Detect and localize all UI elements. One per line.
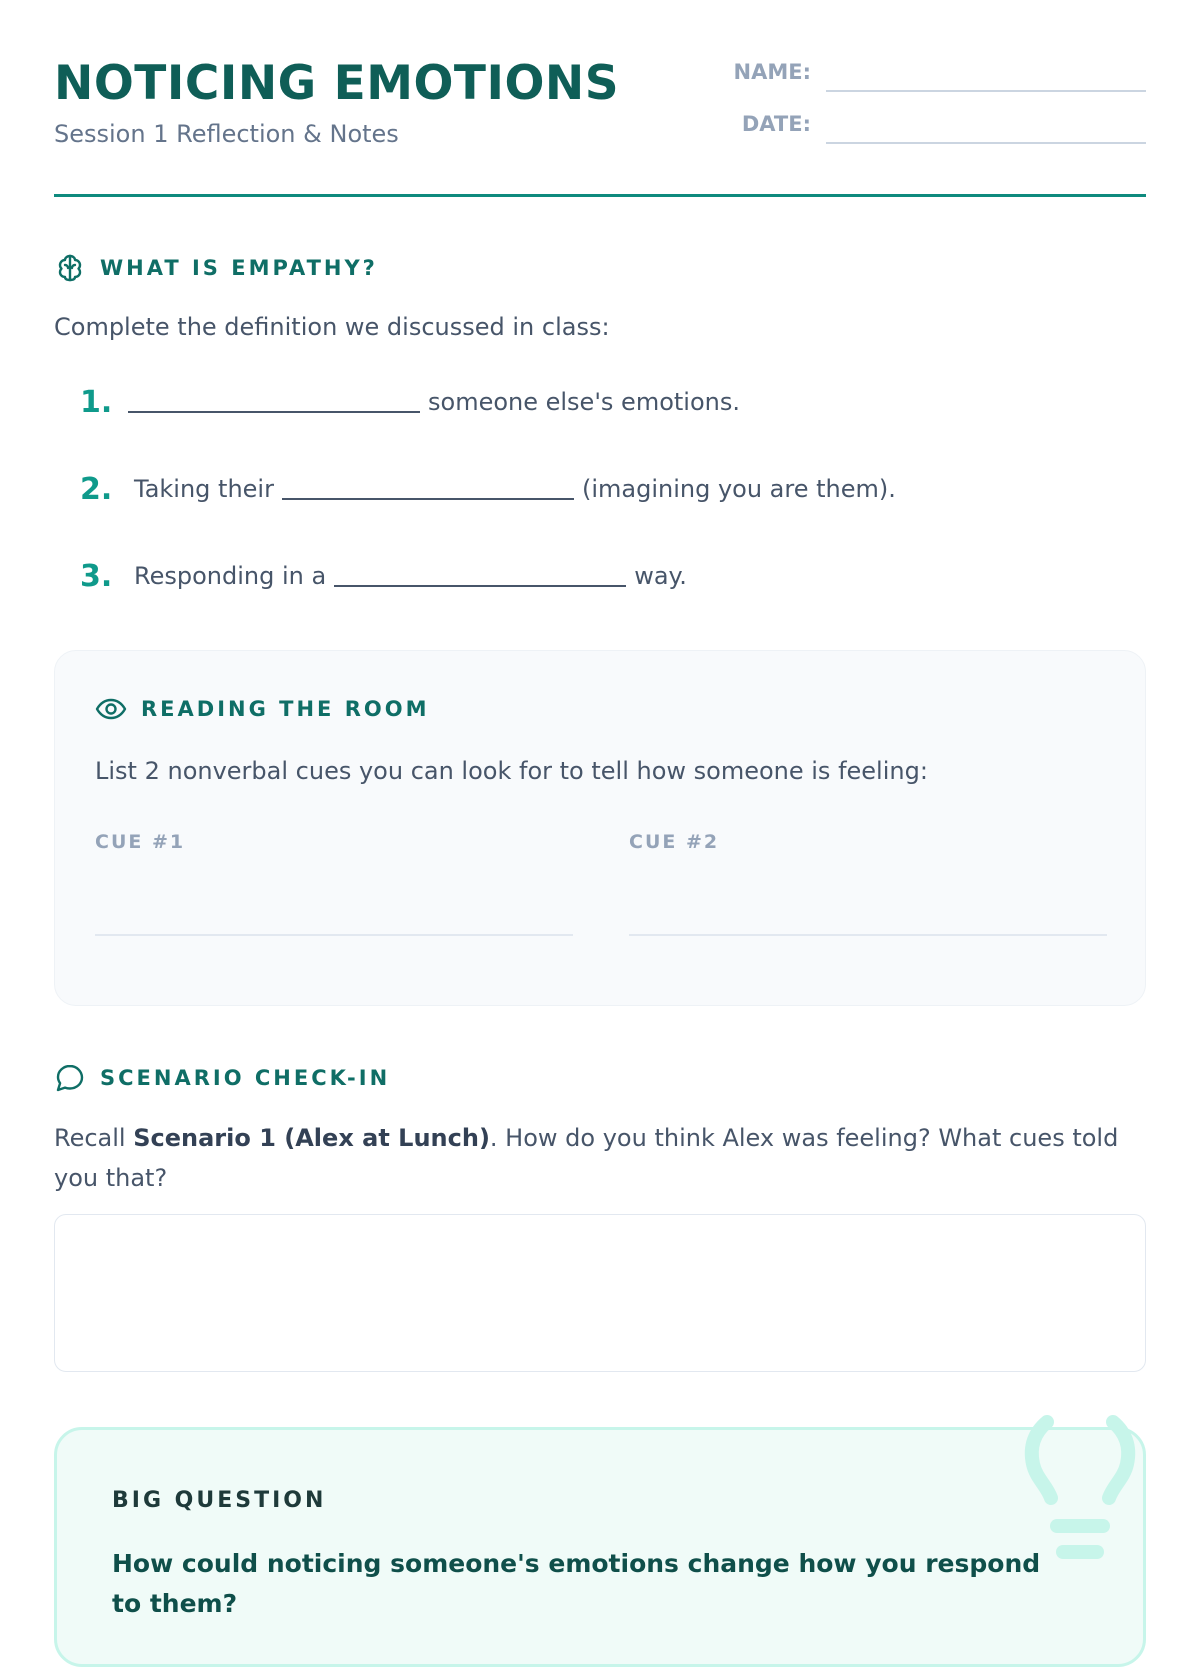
item-text-before: Responding in a bbox=[134, 562, 327, 590]
eye-icon bbox=[95, 693, 127, 725]
reading-room-card bbox=[54, 650, 1146, 1006]
empathy-heading-label: WHAT IS EMPATHY? bbox=[100, 256, 378, 280]
brain-icon bbox=[54, 252, 86, 284]
item-text-after: way. bbox=[634, 562, 687, 590]
name-row bbox=[726, 52, 1146, 92]
scenario-name: Scenario 1 (Alex at Lunch) bbox=[133, 1124, 490, 1152]
prompt-text-after: . How do you think Alex was feeling? What cues told you that? bbox=[54, 1124, 1119, 1192]
name-label: NAME: bbox=[733, 60, 811, 84]
definition-blank-3[interactable] bbox=[334, 565, 626, 587]
prompt-text-before: Recall bbox=[54, 1124, 134, 1152]
worksheet-page bbox=[54, 0, 1146, 1618]
definition-blank-2[interactable] bbox=[282, 478, 574, 500]
cue-2-label: CUE #2 bbox=[629, 831, 720, 853]
date-field[interactable] bbox=[826, 142, 1146, 144]
definition-item-1 bbox=[80, 382, 740, 422]
big-question-text: How could noticing someone's emotions change how you respond to them? bbox=[112, 1549, 1041, 1618]
cue-2 bbox=[629, 831, 1107, 853]
cue-1 bbox=[95, 831, 573, 853]
cue-1-label: CUE #1 bbox=[95, 831, 186, 853]
date-label: DATE: bbox=[741, 112, 811, 136]
empathy-intro: Complete the definition we discussed in class: bbox=[54, 313, 610, 341]
speech-bubble-icon bbox=[54, 1062, 86, 1094]
item-number: 2. bbox=[80, 471, 113, 507]
item-text-after: (imagining you are them). bbox=[581, 475, 896, 503]
name-field[interactable] bbox=[826, 90, 1146, 92]
item-text-before: Taking their bbox=[134, 475, 274, 503]
big-question-card bbox=[54, 1427, 1146, 1667]
scenario-section-heading bbox=[54, 1062, 390, 1094]
page-title: NOTICING EMOTIONS bbox=[54, 56, 620, 111]
definition-item-2 bbox=[80, 469, 896, 509]
page-subtitle: Session 1 Reflection & Notes bbox=[54, 120, 399, 148]
date-row bbox=[726, 104, 1146, 144]
reading-room-heading-label: READING THE ROOM bbox=[141, 697, 430, 721]
big-question-label: BIG QUESTION bbox=[112, 1488, 327, 1513]
empathy-section-heading bbox=[54, 252, 378, 284]
scenario-answer-box[interactable] bbox=[54, 1214, 1146, 1372]
item-text-after: someone else's emotions. bbox=[428, 388, 740, 416]
definition-item-3 bbox=[80, 556, 687, 596]
definition-blank-1[interactable] bbox=[128, 391, 420, 413]
cue-1-field[interactable] bbox=[95, 934, 573, 936]
scenario-heading-label: SCENARIO CHECK-IN bbox=[100, 1066, 391, 1090]
reading-room-heading bbox=[95, 693, 429, 725]
cue-2-field[interactable] bbox=[629, 934, 1107, 936]
reading-room-intro: List 2 nonverbal cues you can look for to tell how someone is feeling: bbox=[95, 757, 928, 785]
worksheet-header bbox=[54, 52, 1146, 197]
item-number: 3. bbox=[80, 558, 113, 594]
scenario-prompt bbox=[54, 1118, 1146, 1198]
item-number: 1. bbox=[80, 384, 113, 420]
